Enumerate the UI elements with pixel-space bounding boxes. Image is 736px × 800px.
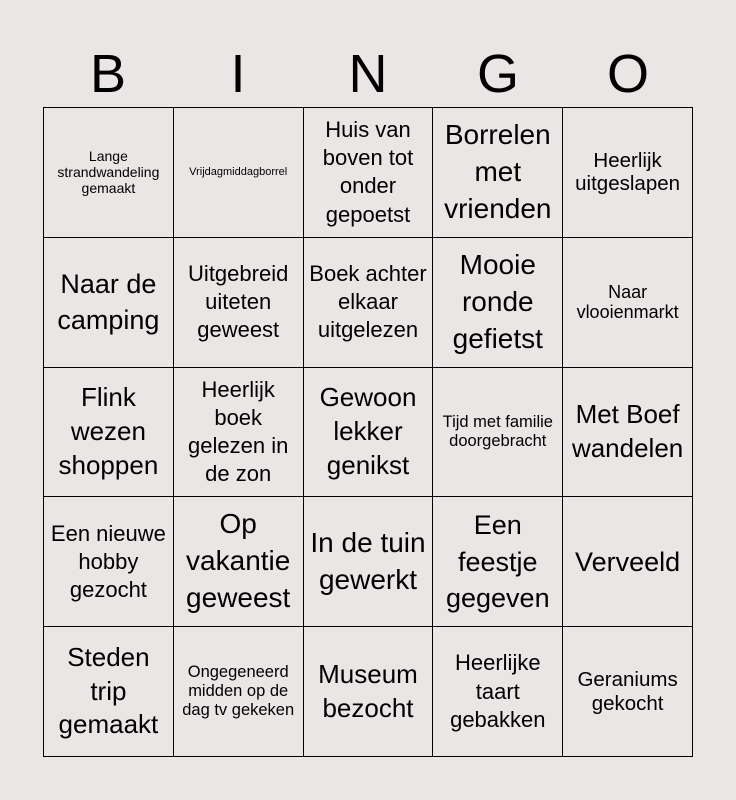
bingo-cell[interactable]: Verveeld [563, 497, 693, 627]
bingo-cell[interactable]: Met Boef wandelen [563, 368, 693, 498]
bingo-cell[interactable]: Steden trip gemaakt [44, 627, 174, 757]
header-letter-b: B [89, 44, 127, 104]
bingo-cell[interactable]: Flink wezen shoppen [44, 368, 174, 498]
bingo-header [43, 40, 693, 108]
bingo-board [43, 107, 693, 757]
bingo-cell[interactable]: Huis van boven tot onder gepoetst [304, 108, 434, 238]
bingo-cell[interactable]: Geraniums gekocht [563, 627, 693, 757]
bingo-cell[interactable]: Uitgebreid uiteten geweest [174, 238, 304, 368]
bingo-cell[interactable]: Een feestje gegeven [433, 497, 563, 627]
bingo-cell[interactable]: Boek achter elkaar uitgelezen [304, 238, 434, 368]
bingo-cell[interactable]: Heerlijk uitgeslapen [563, 108, 693, 238]
bingo-cell[interactable]: Gewoon lekker genikst [304, 368, 434, 498]
bingo-cell[interactable]: Ongegeneerd midden op de dag tv gekeken [174, 627, 304, 757]
bingo-cell[interactable]: Museum bezocht [304, 627, 434, 757]
header-letter-i: I [230, 44, 246, 104]
bingo-cell[interactable]: Tijd met familie doorgebracht [433, 368, 563, 498]
bingo-cell[interactable]: Mooie ronde gefietst [433, 238, 563, 368]
bingo-cell[interactable]: Lange strandwandeling gemaakt [44, 108, 174, 238]
bingo-cell[interactable]: Naar de camping [44, 238, 174, 368]
bingo-cell[interactable]: Vrijdagmiddagborrel [174, 108, 304, 238]
bingo-cell[interactable]: Borrelen met vrienden [433, 108, 563, 238]
header-letter-o: O [606, 44, 649, 104]
bingo-cell[interactable]: Heerlijk boek gelezen in de zon [174, 368, 304, 498]
bingo-cell[interactable]: Op vakantie geweest [174, 497, 304, 627]
header-letter-n: N [348, 44, 388, 104]
bingo-cell[interactable]: In de tuin gewerkt [304, 497, 434, 627]
header-letter-g: G [476, 44, 519, 104]
bingo-cell[interactable]: Een nieuwe hobby gezocht [44, 497, 174, 627]
bingo-cell[interactable]: Heerlijke taart gebakken [433, 627, 563, 757]
bingo-cell[interactable]: Naar vlooienmarkt [563, 238, 693, 368]
